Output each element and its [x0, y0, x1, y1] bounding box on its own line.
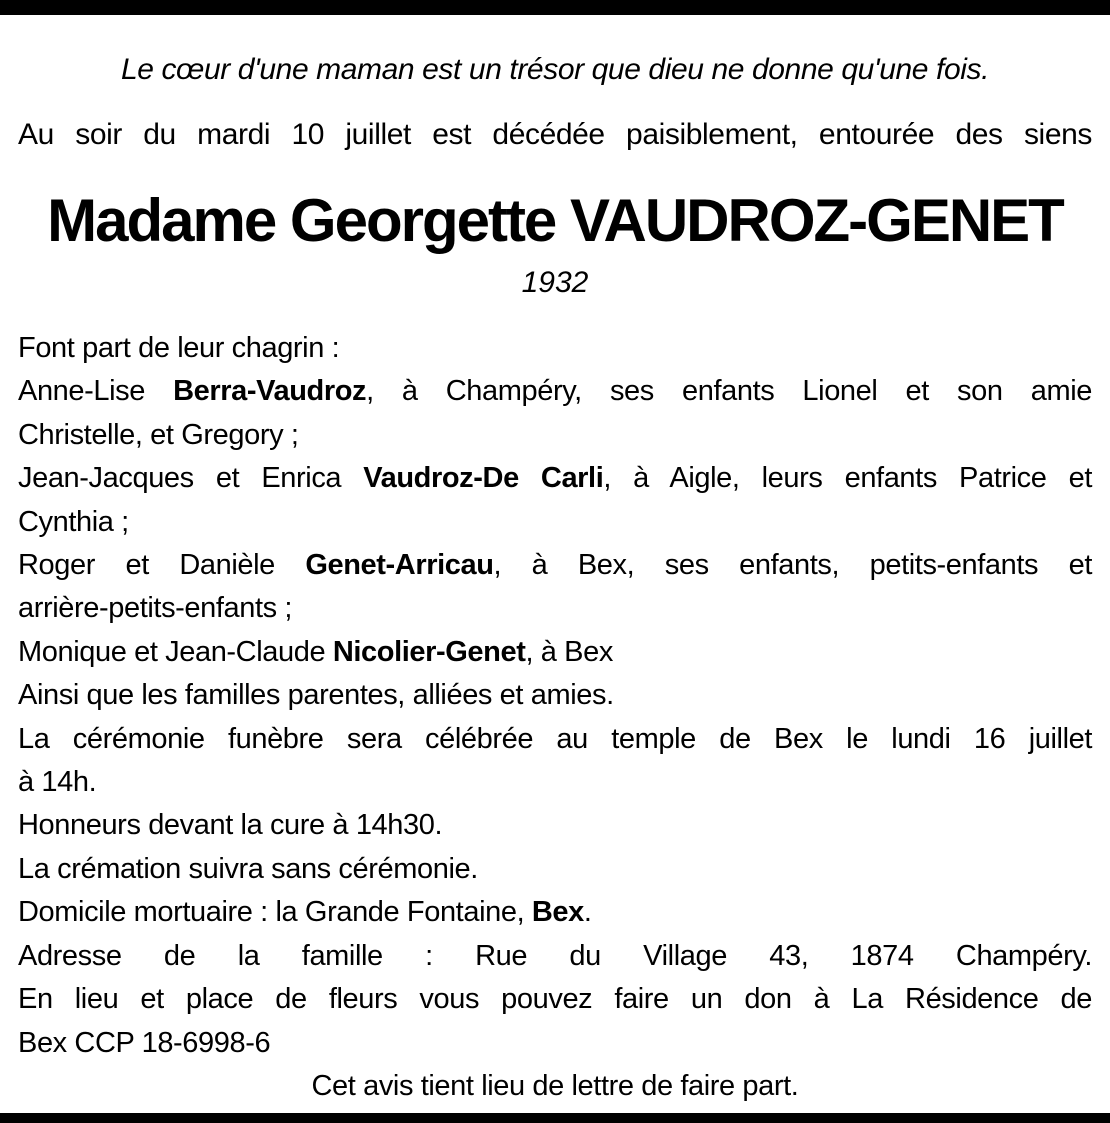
- notice-line: Cynthia ;: [18, 505, 129, 538]
- notice-line: Bex CCP 18-6998-6: [18, 1026, 271, 1059]
- notice-line: Roger et Danièle Genet-Arricau, à Bex, ses enfants, petits-enfants et: [18, 549, 1092, 582]
- notice-line: En lieu et place de fleurs vous pouvez faire un don à La Résidence de: [18, 983, 1092, 1016]
- notice-line: arrière-petits-enfants ;: [18, 592, 293, 625]
- deceased-name-title: Madame Georgette VAUDROZ-GENET: [47, 187, 1063, 254]
- top-border-rule: [0, 0, 1110, 15]
- notice-line: La crémation suivra sans cérémonie.: [18, 852, 478, 885]
- notice-line: Christelle, et Gregory ;: [18, 418, 299, 451]
- notice-line: Font part de leur chagrin :: [18, 332, 340, 364]
- notice-line: Adresse de la famille : Rue du Village 43, 1874 Champéry.: [18, 939, 1092, 972]
- notice-body: [18, 327, 1092, 1108]
- notice-line: Domicile mortuaire : la Grande Fontaine, Bex.: [18, 896, 592, 929]
- notice-closing-line: Cet avis tient lieu de lettre de faire part.: [311, 1069, 799, 1102]
- death-notice: [0, 15, 1110, 1108]
- notice-line: à 14h.: [18, 766, 97, 799]
- notice-line: Ainsi que les familles parentes, alliées et amies.: [18, 679, 614, 712]
- notice-line: Honneurs devant la cure à 14h30.: [18, 809, 443, 842]
- notice-line: Anne-Lise Berra-Vaudroz, à Champéry, ses enfants Lionel et son amie: [18, 375, 1092, 408]
- notice-line: Monique et Jean-Claude Nicolier-Genet, à Bex: [18, 635, 613, 668]
- intro-line: Au soir du mardi 10 juillet est décédée paisiblement, entourée des siens: [18, 118, 1092, 151]
- notice-line: Jean-Jacques et Enrica Vaudroz-De Carli, à Aigle, leurs enfants Patrice et: [18, 462, 1092, 495]
- birth-year: 1932: [521, 266, 589, 299]
- notice-line: La cérémonie funèbre sera célébrée au temple de Bex le lundi 16 juillet: [18, 722, 1092, 755]
- bottom-border-rule: [0, 1113, 1110, 1123]
- epigraph-quote: Le cœur d'une maman est un trésor que dieu ne donne qu'une fois.: [120, 53, 990, 86]
